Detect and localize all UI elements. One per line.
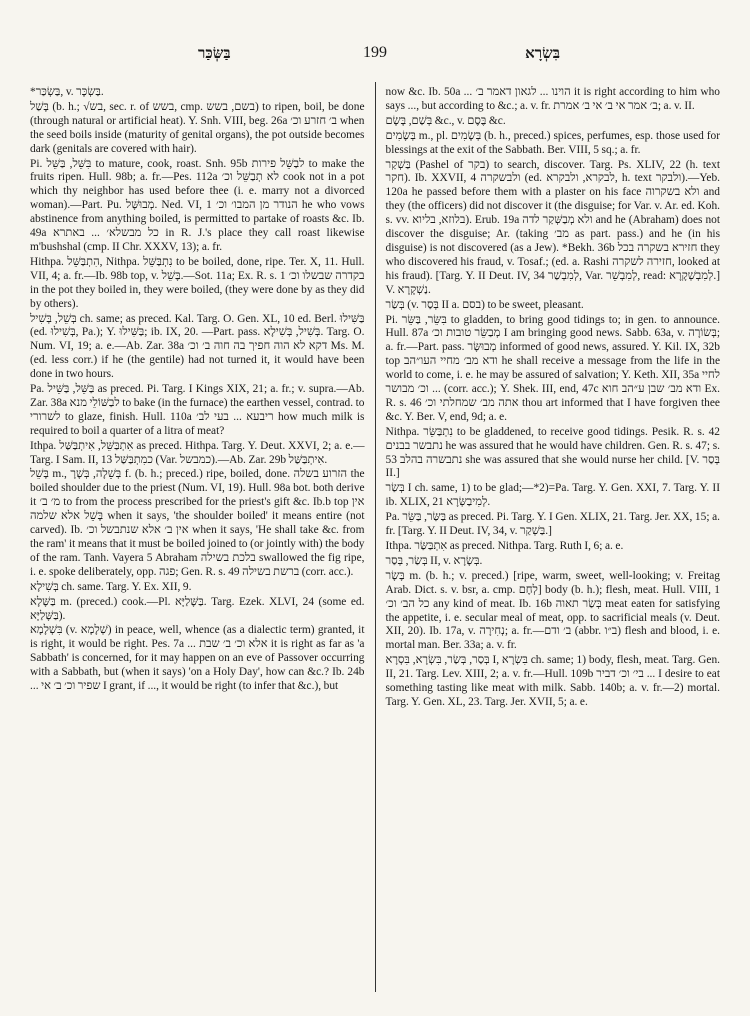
left-running-headword: בַּשְּׂכַּר bbox=[198, 44, 231, 62]
page-number: 199 bbox=[363, 44, 387, 61]
page-header bbox=[30, 0, 720, 62]
entry: now &c. Ib. 50a ... הוינו ... לגאון דאמר ב׳ it is right according to him who says ..., but according to &c.; a. v. fr. ב׳ אמר אי ב׳ אי ב׳ אמרת; a. v. II. bbox=[385, 86, 720, 112]
entry: בְּשַׂר, בְּסַר II, v. בְּשָׂרָא. bbox=[385, 554, 483, 567]
entry: בְּשַׂר (v. בְּסַר II a. בסם) to be sweet, pleasant. bbox=[385, 298, 584, 311]
entry: *בַּשְׂכַּר, v. בַּשְׂכָּר. bbox=[30, 86, 104, 98]
entry: Ithpa. אִתְבַּשַּׂר as preced. Nithpa. Targ. Ruth I, 6; a. e. bbox=[385, 540, 624, 552]
entry: בָּשָׂר m. (b. h.; v. preced.) [ripe, warm, sweet, well-looking; v. Freitag Arab. Dict. s. v. bsr, a. cmp. לְחֶם] body (b. h.); flesh, meat. Hull. VIII, 1 כל הב׳ וכ׳ any kind of meat. Ib. 16b בְּשַׂר תאוה meat eaten for satisfying the appetite, i. e. secular meal of meat, opp. to sacrificial meals (v. Deut. XII, 20). Ib. 17a, v. נְחִירָה; a. fr.—ב׳ ודם (abbr. ב״ו) flesh and blood, i. e. mortal man. Ber. 33a; a. v. fr. bbox=[385, 569, 720, 652]
entry: בַּשָּׁלָא m. (preced.) cook.—Pl. בַּשָּׁלַיָּא. Targ. Ezek. XLVI, 24 (some ed. בַּשָּׁלַיָּא). bbox=[30, 595, 365, 622]
right-column bbox=[376, 86, 721, 992]
entry: בִּשְׁלָמָא (v. שְׁלָמָא) in peace, well, whence (as a dialectic term) granted, it is right, it would be right. Pes. 7a ... אלא וכ׳ ב׳ שבת it is right as far as 'a Sabbath' is concerned, for it may happen on an eve of Passover occurring with a Sabbath, but (when it says) 'on a Holy Day', how can &c.? Ib. 24b ... שפיר וכ׳ ב׳ אי I grant, if ..., it would be right (to infer that &c.), but bbox=[30, 624, 365, 693]
entry: בְּשִׁילָא ch. same. Targ. Y. Ex. XII, 9. bbox=[30, 580, 192, 593]
entry: Pi. בִּשֵּׂר, בַּשֵּׂר to gladden, to bring good tidings to; in gen. to announce. Hull. 87a מְבַשֵּׂר טובות וכ׳ I am bringing good news. Sabb. 63a, v. בְּשׂוֹרָה; a. fr.—Part. pass. מְבוּשָּׂר informed of good news, assured. Y. Kil. IX, 32b top ודא מב׳ מחיי העו״הב he shall receive a message from the life in the world to come, i. e. he may be assured of salvation; Y. Keth. XII, 35a לחיי וכ׳ מבושר ... (corr. acc.); Y. Shek. III, end, 47c ודא מב׳ שבן ע״הב חוא Ex. R. s. 46 אתה מב׳ שמחלתי וכ׳ thou art informed that I have forgiven thee &c. Y. Ber. V, end, 9d; a. e. bbox=[385, 313, 720, 423]
entry: בְּסַר, בְּשַׂר, בִּשְׂרָא, בִּסְרָא I, בִּשְׂרָא ch. same; 1) body, flesh, meat. Targ. Gen. II, 21. Targ. Lev. XIII, 2; a. v. fr.—Hull. 109b בי׳ וכ׳ דביר ... I desire to eat something tasting like meat with milk. Sabb. 140b; a. v. fr.—2) mortal. Targ. Y. Gen. XL, 23. Targ. Jer. XVII, 5; a. e. bbox=[385, 654, 720, 708]
right-running-headword: בִּשְׂרָא bbox=[525, 44, 560, 62]
entry: Pi. בִּשֵּׁל, בַּשֵּׁל to mature, cook, roast. Snh. 95b לבַשֵּׁל פירות to make the fruits ripen. Hull. 98b; a. fr.—Pes. 112a לא תְבַשֵּׁל וכ׳ cook not in a pot which thy neighbor has used before thee (i. e. marry not a divorced woman).—Part. Pu. מְבוּשָּׁל. Ned. VI, 1 הנודר מן המבו׳ וכ׳ he who vows abstinence from anything boiled, is permitted to partake of roasts &c. Ib. 49a כל מבשלא׳ ... באתרא in R. J.'s place they call roast likewise m'bushshal (cmp. II Chr. XXXV, 13); a. fr. bbox=[30, 157, 365, 253]
entry: בָּשַׁל (b. h.; √בש, sec. r. of בשש, cmp. בשם, בשש) to ripen, boil, be done (through natural or artificial heat). Y. Snh. VIII, beg. 26a ב׳ חזרע וכ׳ when the seed boils inside (maturity of genital organs), the pot outside becomes dark (genitals are covered with hair). bbox=[30, 100, 365, 155]
left-column bbox=[30, 86, 375, 992]
entry: Hithpa. הִתְבַּשֵּׁל, Nithpa. נִתְבַּשֵּׁל to be boiled, done, ripe. Ter. X, 11. Hull. VII, 4; a. fr.—Ib. 98b top, v. בָּשֵׁל.—Sot. 11a; Ex. R. s. 1 בקדרה שבשלו וכ׳ in the pot they boiled in, they were boiled, (they were done by as they did by others). bbox=[30, 255, 365, 310]
entry: בְּשָׂמִים m., pl. בְּשָׂמִים (b. h., preced.) spices, perfumes, esp. those used for blessings at the exit of the Sabbath. Ber. VIII, 5 sq.; a. fr. bbox=[385, 129, 720, 156]
entry: בְּשַׁם, בָּשָׂם &c., v. בֶּסֶם &c. bbox=[385, 114, 506, 127]
entry: Nithpa. נִתְבַּשֵּׂר to be gladdened, to receive good tidings. Pesik. R. s. 42 נתבשר בבנים he was assured that he would have children. Gen. R. s. 47; s. 53 נתבשרה בהלב she was assured that she would nurse her child. [V. בְּסַר II.] bbox=[385, 425, 720, 480]
entry: בְּשֵׁל, בְּשִׁיל ch. same; as preced. Kal. Targ. O. Gen. XL, 10 ed. Berl. בַּשִּׁילוּ (ed. בְּשִׁילוּ, Pa.); Y. בַּשִּׁילוּ; ib. IX, 20. —Part. pass. בְּשִׁיל, בְּשִׁילָא. Targ. O. Num. VI, 19; a. e.—Ab. Zar. 38a דקא לא הוה חפיך בה חוה ב׳ וכ׳ Ms. M. (ed. less corr.) if he (the gentile) had not turned it, it would have been done in two hours. bbox=[30, 312, 365, 381]
entry: Ithpa. אִתְבַּשֵּׁל, אִיתְבַּשַּׁל as preced. Hithpa. Targ. Y. Deut. XXVI, 2; a. e.—Targ. I Sam. II, 13 כמִתְבַּשַּׁל (Var. כמבשל).—Ab. Zar. 29b אִיתְבַּשַּׁל. bbox=[30, 439, 365, 466]
entry: Pa. בַּשַּׂר, בַּשֵּׂר as preced. Pi. Targ. Y. I Gen. XLIX, 21. Targ. Jer. XX, 15; a. fr. [Targ. Y. II Deut. IV, 34, v. בַּשְׁקַר.] bbox=[385, 511, 720, 538]
entry: בַּשְׁקַר (Pashel of בקר) to search, discover. Targ. Ps. XLIV, 22 (h. text חקר). Ib. XXVII, 4 ולבשקרה (ed. לבקרא, ולבקרא, h. text ולבקר).—Yeb. 120a he passed before them with a plaster on his face ולא בשקרוה and they (the officers) did not discover it (the disguise; for Var. v. Ar. ed. Koh. s. vv. בלוזא, בליוא). Erub. 19a ולא מְבַשְּׁקַר לדה and he (Abraham) does not discover the disguise; Ar. (taking מב׳ as part. pass.) and he (in his disguise) is not discovered (as a Jew). *Bekh. 36b חזירא בשקרה בכל they who discovered his fraud, v. Tosaf.; (ed. a. Rashi חזירה לשקרה, looked at his fraud). [Targ. Y. II Deut. IV, 34 לְמִבְשַׁר, Var. לְמִבְשֵׁר, read: לְמִבְשְׁקָרָא.] V. נַשְׁקָרָא. bbox=[385, 158, 720, 296]
entry: בָּשֵׁל m., בְּשֵׁלָה, בְּשָׁרָ f. (b. h.; preced.) ripe, boiled, done. הזרוע בשלה the boiled shoulder due to the priest (Num. VI, 19). Hull. 98a bot. both derive it מ׳ ב׳ to from the process prescribed for the priest's gift &c. Ib.b top אין בָּשֵׁל אלא שלמה when it says, 'the shoulder boiled' it means entire (not carved). Ib. אין ב׳ אלא שנתבשל וכ׳ when it says, 'He shall take &c. from the ram' it means that it must be boiled joined to (or jointly with) the body of the ram. Tanh. Vayera 5 Abraham בלכת בשילה swallowed the fig ripe, i. e. spoke deliberately, opp. פגה; Gen. R. s. 49 ברשת בשילה (corr. acc.). bbox=[30, 468, 365, 578]
two-column-body bbox=[30, 86, 720, 992]
entry: Pa. בַּשֵּׁל, בַּשֵּׁיל as preced. Pi. Targ. I Kings XIX, 21; a. fr.; v. supra.—Ab. Zar. 38a לבַשּׁוֹלֵי מנא to bake (in the furnace) the earthen vessel, contrad. to לשרורי to glaze, finish. Hull. 110a ריבעא ... בעי לב׳ how much milk is required to boil a quarter of a litra of meat? bbox=[30, 383, 365, 437]
entry: בְּשַׂר I ch. same, 1) to be glad;—*2)=Pa. Targ. Y. Gen. XXI, 7. Targ. Y. II ib. XLIX, 21 לְמִיבַשְּׂרָא. bbox=[385, 482, 720, 509]
